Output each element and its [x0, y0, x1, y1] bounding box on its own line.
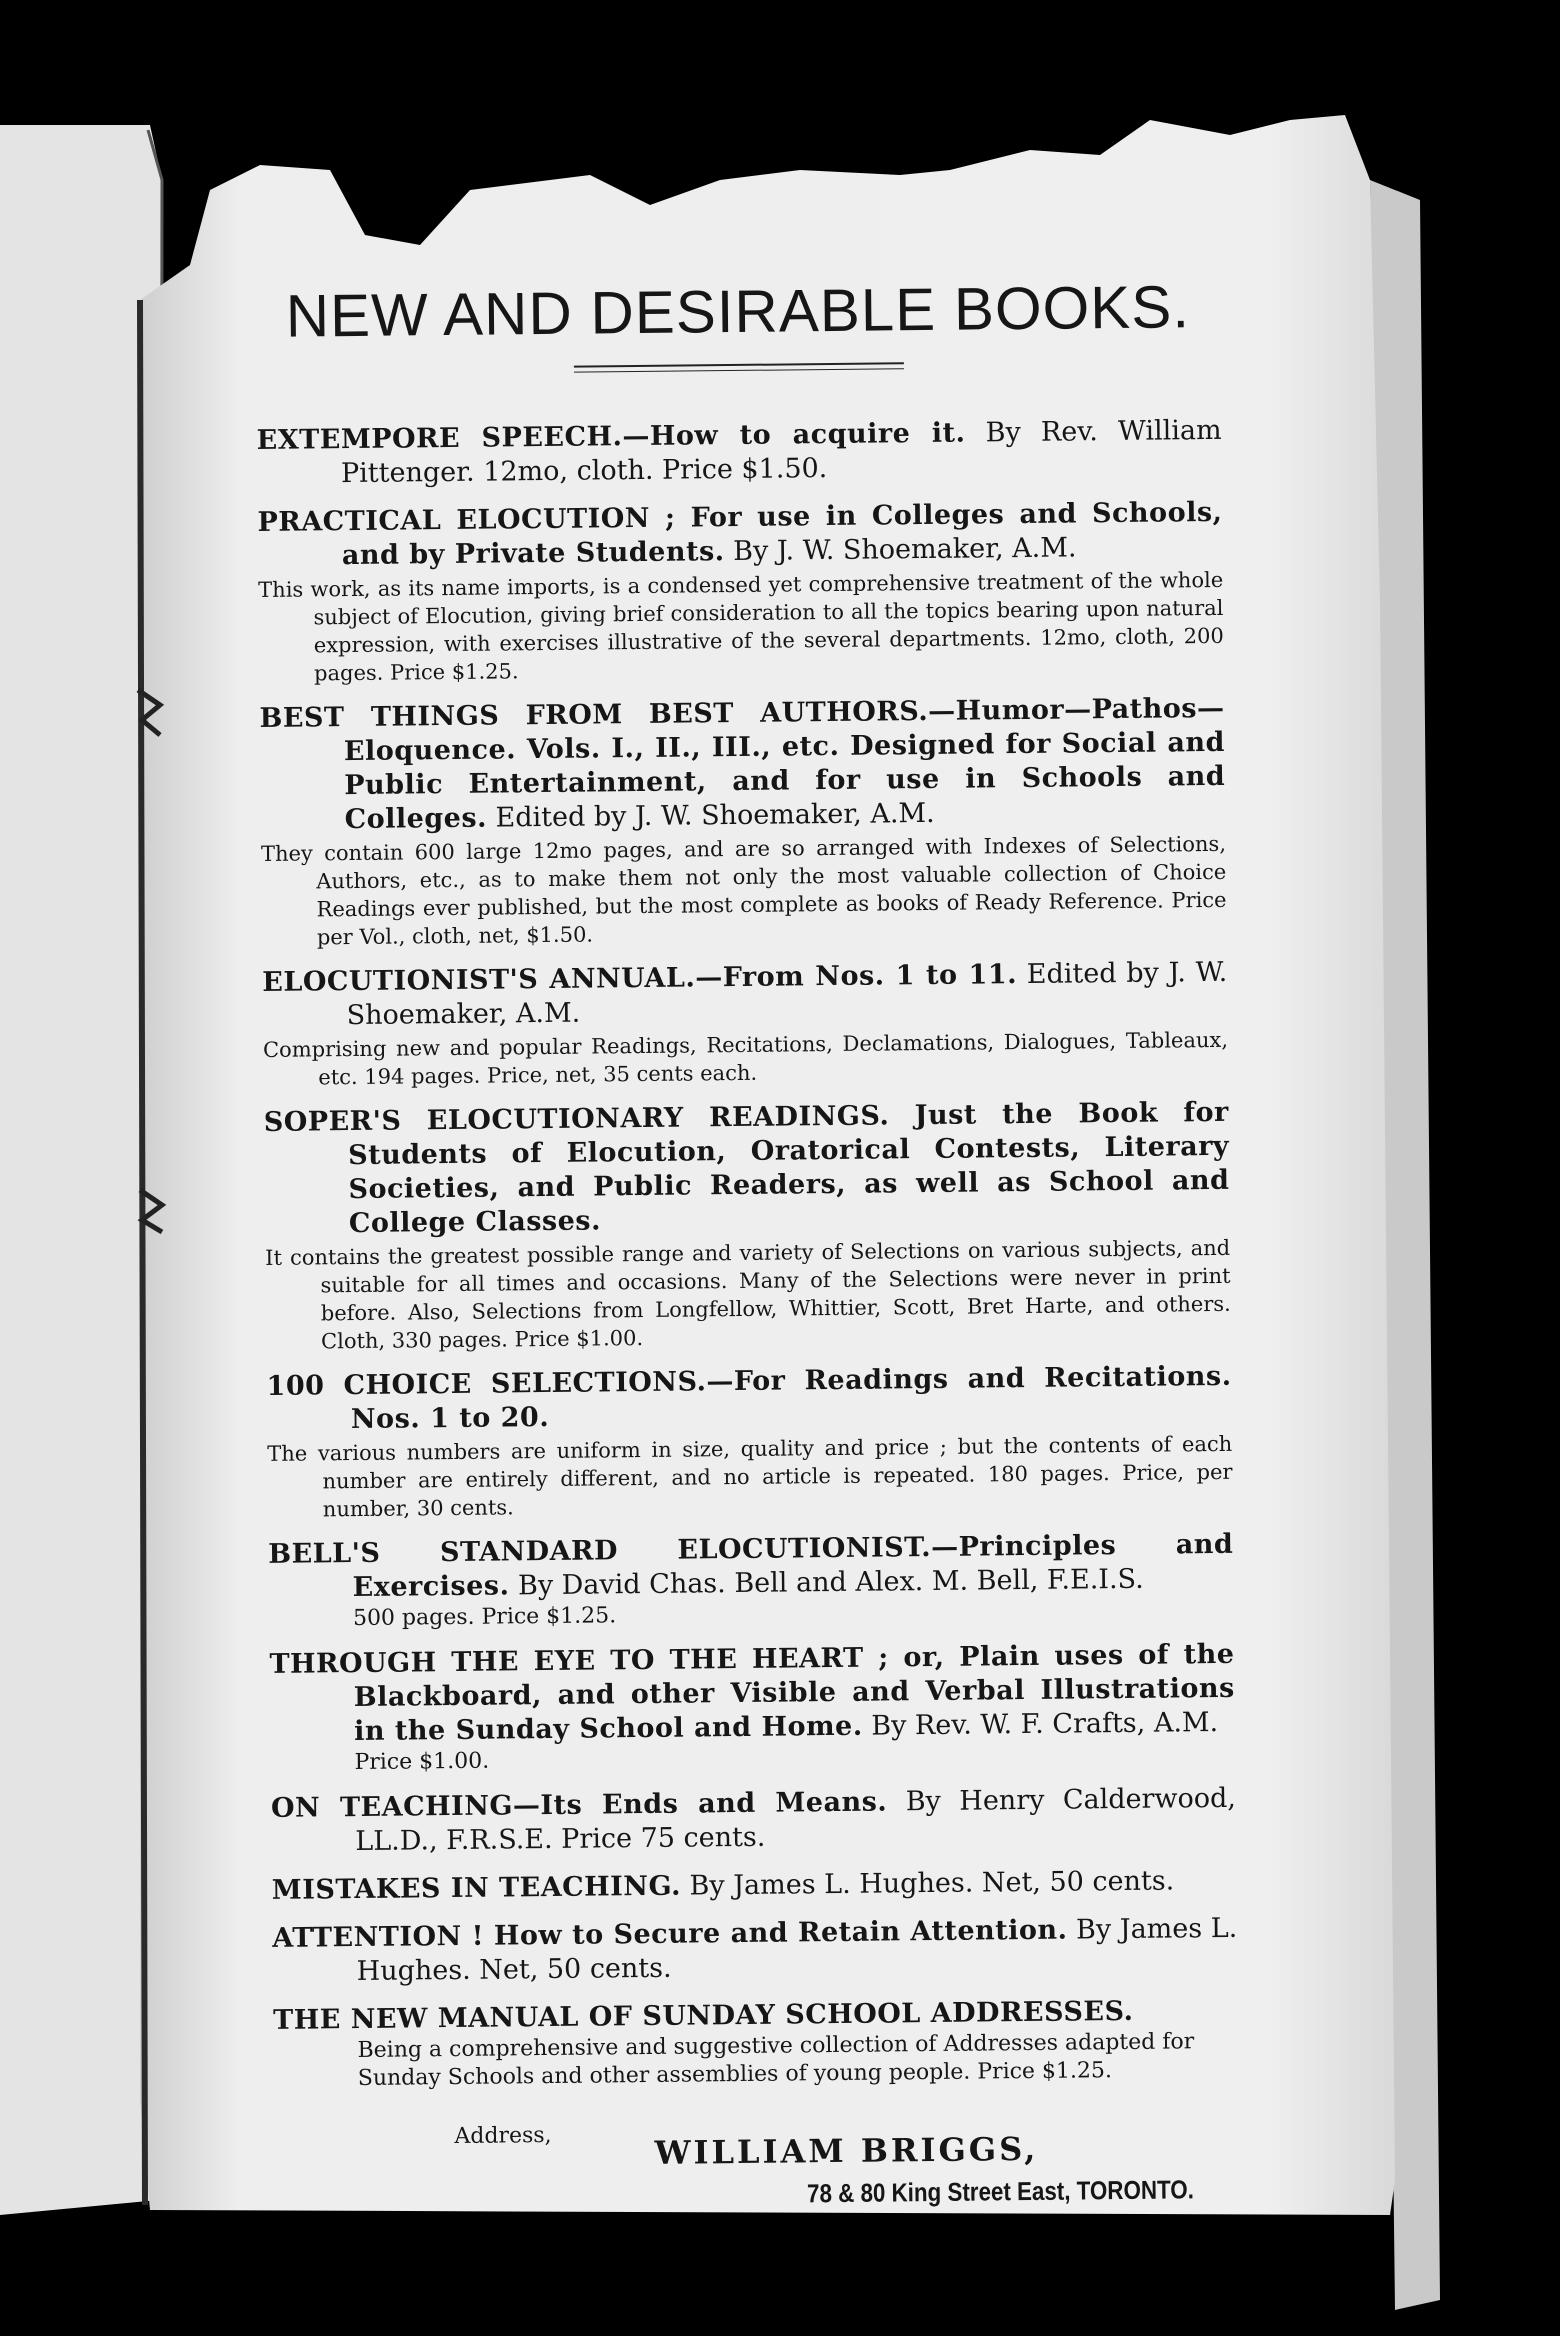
book-heading: ON TEACHING—Its Ends and Means. [270, 1786, 888, 1824]
book-heading: 100 CHOICE SELECTIONS.—For Readings and Recitations. Nos. 1 to 20. [266, 1360, 1232, 1436]
book-details: By David Chas. Bell and Alex. M. Bell, F.E.I.S. [517, 1563, 1144, 1602]
book-details: By J. W. Shoemaker, A.M. [733, 532, 1077, 568]
page-title: NEW AND DESIRABLE BOOKS. [285, 273, 1191, 350]
book-details: By Rev. William Pittenger. 12mo, cloth. Price $1.50. [340, 414, 1222, 490]
book-entry [266, 1360, 1233, 1524]
book-description: Comprising new and popular Readings, Recitations, Declamations, Dialogues, Tableaux, etc. 194 pages. Price, net, 35 cents each. [262, 1027, 1229, 1090]
book-heading: SOPER'S ELOCUTIONARY READINGS. Just the Book for Students of Elocution, Oratorical Contests, Literary Societies, and Public Readers, as well as School and College Classes. [263, 1096, 1230, 1240]
book-details: Edited by J. W. Shoemaker, A.M. [346, 956, 1228, 1032]
book-heading: BEST THINGS FROM BEST AUTHORS.—Humor—Pathos—Eloquence. Vols. I., II., III., etc. Designed for Social and Public Entertainment, and for use in Schools and Colleges. [259, 692, 1226, 836]
book-entry [269, 1638, 1235, 1778]
book-details: Edited by J. W. Shoemaker, A.M. [495, 797, 935, 834]
book-details: By Rev. W. F. Crafts, A.M. [871, 1706, 1219, 1742]
book-details: By Henry Calderwood, LL.D., F.R.S.E. Price 75 cents. [355, 1782, 1237, 1858]
book-entry [262, 956, 1228, 1092]
book-entry [272, 1912, 1238, 1990]
book-heading: THE NEW MANUAL OF SUNDAY SCHOOL ADDRESSES. [273, 1995, 1134, 2036]
book-entry [268, 1528, 1234, 1634]
book-price: Price $1.00. [354, 1748, 490, 1776]
book-heading: EXTEMPORE SPEECH.—How to acquire it. [256, 417, 966, 456]
book-heading: MISTAKES IN TEACHING. [271, 1870, 682, 1906]
book-description: The various numbers are uniform in size, quality and price ; but the contents of each number are entirely different, and no article is repeated. 180 pages. Price, per number, 30 cents. [267, 1431, 1233, 1522]
title-divider [573, 362, 903, 372]
book-heading: ATTENTION ! How to Secure and Retain Attention. [272, 1914, 1068, 1954]
book-advertisement [255, 272, 1240, 2236]
book-description: This work, as its name imports, is a condensed yet comprehensive treatment of the whole subject of Elocution, giving brief consideration to all the topics bearing upon natural expression, with exercises illustrative of the several departments. 12mo, cloth, 200 pages. Price $1.25. [258, 567, 1224, 686]
book-description: It contains the greatest possible range and variety of Selections on various subjects, and suitable for all times and occasions. Many of the Selections were never in print before. Also, Selections from Longfellow, Whittier, Scott, Bret Harte, and others. Cloth, 330 pages. Price $1.00. [265, 1235, 1231, 1354]
book-heading: BELL'S STANDARD ELOCUTIONIST.—Principles and Exercises. [268, 1528, 1234, 1604]
book-details: By James L. Hughes. Net, 50 cents. [356, 1912, 1238, 1988]
book-price: 500 pages. Price $1.25. [352, 1603, 617, 1632]
book-description: They contain 600 large 12mo pages, and are so arranged with Indexes of Selections, Authors, etc., as to make them not only the most valuable collection of Choice Readings ever published, but the most complete as books of Ready Reference. Price per Vol., cloth, net, $1.50. [260, 831, 1227, 950]
book-entry [273, 1994, 1239, 2094]
book-heading: THROUGH THE EYE TO THE HEART ; or, Plain uses of the Blackboard, and other Visible and Verbal Illustrations in the Sunday School and Home. [269, 1638, 1235, 1748]
book-entry [256, 414, 1222, 492]
book-heading: PRACTICAL ELOCUTION ; For use in Colleges and Schools, and by Private Students. [257, 496, 1223, 572]
book-entry [271, 1782, 1237, 1860]
book-details: By James L. Hughes. Net, 50 cents. [689, 1865, 1175, 1902]
book-entry [264, 1096, 1232, 1356]
publisher-street: 78 & 80 King Street East, TORONTO. [806, 2174, 1195, 2209]
publisher-name: WILLIAM BRIGGS, [654, 2129, 1039, 2172]
book-entry [272, 1864, 1237, 1908]
address-label: Address, [454, 2122, 552, 2150]
book-description: Being a comprehensive and suggestive collection of Addresses adapted for Sunday Schools and other assemblies of young people. Price $1.25. [357, 2029, 1195, 2092]
publisher-address [274, 2116, 1240, 2236]
book-entry [257, 496, 1224, 688]
book-heading: ELOCUTIONIST'S ANNUAL.—From Nos. 1 to 11. [262, 959, 1018, 998]
book-entry [259, 692, 1227, 952]
